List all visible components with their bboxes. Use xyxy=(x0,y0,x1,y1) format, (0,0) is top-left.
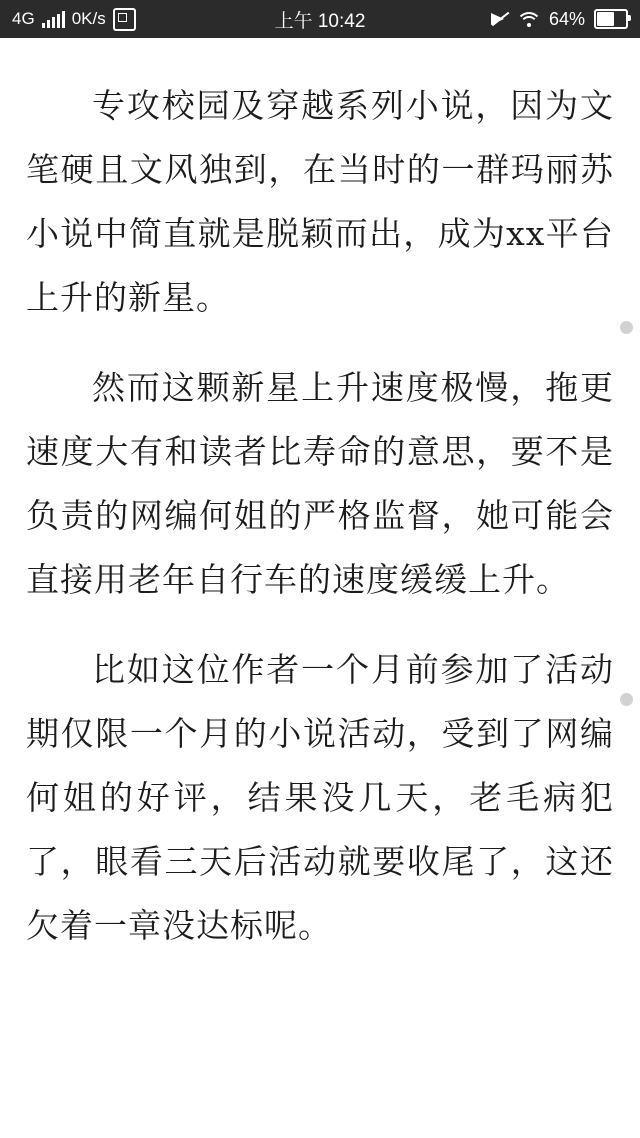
net-speed-label: 0K/s xyxy=(71,9,106,28)
reader-content[interactable] xyxy=(0,38,640,1138)
battery-percent-label: 64% xyxy=(548,8,585,29)
network-type-label: 4G xyxy=(12,9,35,28)
wifi-icon xyxy=(518,11,540,27)
status-bar xyxy=(0,0,640,38)
status-bar-left xyxy=(12,8,136,31)
battery-icon xyxy=(594,9,628,29)
paragraph: 比如这位作者一个月前参加了活动期仅限一个月的小说活动，受到了网编何姐的好评，结果没几天，老毛病犯了，眼看三天后活动就要收尾了，这还欠着一章没达标呢。 xyxy=(26,650,614,945)
screenshot-box-icon xyxy=(113,8,136,31)
signal-bars-icon xyxy=(42,11,65,28)
status-bar-clock: 上午 10:42 xyxy=(274,10,366,32)
paragraph: 然而这颗新星上升速度极慢，拖更速度大有和读者比寿命的意思，要不是负责的网编何姐的严格监督，她可能会直接用老年自行车的速度缓缓上升。 xyxy=(26,368,614,599)
scroll-dot-upper[interactable] xyxy=(620,321,633,334)
paragraph: 专攻校园及穿越系列小说，因为文笔硬且文风独到，在当时的一群玛丽苏小说中简直就是脱颖而出，成为xx平台上升的新星。 xyxy=(26,86,614,317)
status-bar-right xyxy=(491,9,628,30)
volume-mute-icon xyxy=(491,11,509,27)
scroll-dot-lower[interactable] xyxy=(620,693,633,706)
